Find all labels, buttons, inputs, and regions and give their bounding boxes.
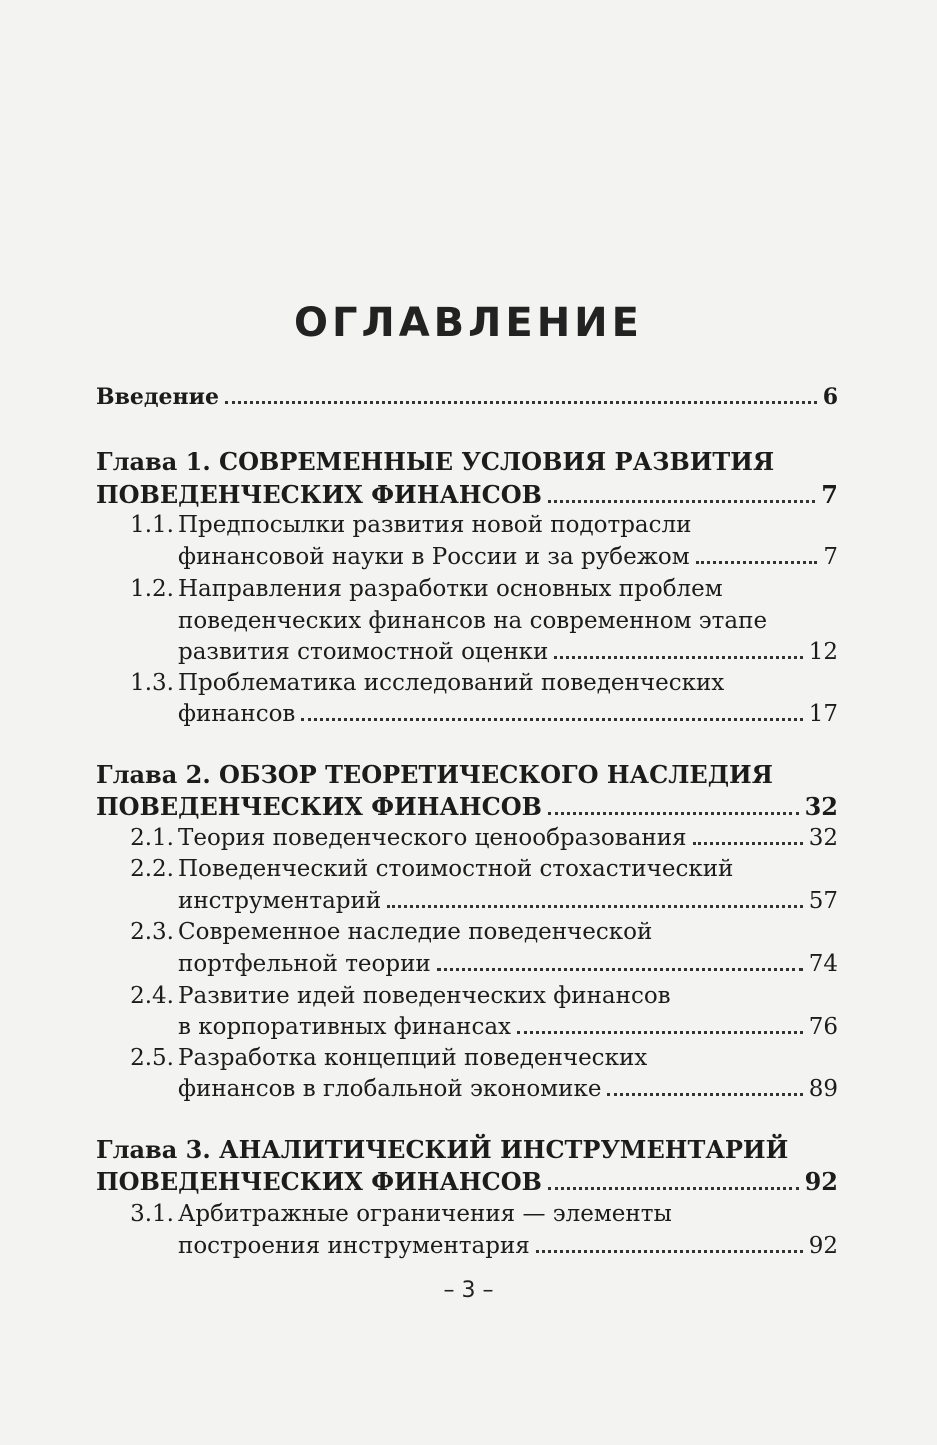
toc-page-number: 7 [823,544,838,570]
section-number: 2.1. [130,825,174,851]
toc-page-number: 57 [808,888,838,914]
toc-section-2-2-cont: инструментарий 57 [96,885,838,917]
section-number: 1.1. [130,512,174,538]
toc-section-2-4: 2.4. Развитие идей поведенческих финансов [96,980,838,1012]
leader-dots [693,841,803,845]
toc-section-1-1-cont: финансовой науки в России и за рубежом 7 [96,541,838,573]
toc-section-1-2-cont: развития стоимостной оценки 12 [96,636,838,668]
section-number: 3.1. [130,1201,174,1227]
toc-section-2-5-cont: финансов в глобальной экономике 89 [96,1073,838,1105]
section-number: 1.2. [130,576,174,602]
toc-section-1-1: 1.1. Предпосылки развития новой подотрасли [96,509,838,541]
section-number: 2.3. [130,919,174,945]
toc-page-number: 7 [821,480,838,509]
toc-section-2-4-cont: в корпоративных финансах 76 [96,1011,838,1043]
toc-chapter-2-title: Глава 2. ОБЗОР ТЕОРЕТИЧЕСКОГО НАСЛЕДИЯ [96,760,773,789]
section-number: 2.2. [130,856,174,882]
toc-page-number: 6 [822,384,838,410]
page-title: ОГЛАВЛЕНИЕ [294,300,643,346]
toc-page-number: 12 [808,639,838,665]
leader-dots [548,811,799,815]
section-number: 2.4. [130,983,174,1009]
toc-chapter-1-title-cont: ПОВЕДЕНЧЕСКИХ ФИНАНСОВ 7 [96,480,838,509]
leader-dots [607,1092,802,1096]
leader-dots [554,655,802,659]
toc-section-3-1-cont: построения инструментария 92 [96,1230,838,1262]
leader-dots [517,1030,803,1034]
toc-section-2-3-cont: портфельной теории 74 [96,948,838,980]
toc-section-2-2: 2.2. Поведенческий стоимостной стохастический [96,853,838,885]
leader-dots [548,499,815,503]
toc-page-number: 76 [808,1014,838,1040]
toc-section-2-1: 2.1. Теория поведенческого ценообразования 32 [96,822,838,854]
toc-section-2-5: 2.5. Разработка концепций поведенческих [96,1042,838,1074]
toc-page-number: 74 [808,951,838,977]
toc-section-1-2: 1.2. Направления разработки основных проблем [96,573,838,605]
page-number-footer: – 3 – [443,1278,494,1303]
toc-page-number: 32 [808,825,838,851]
toc-section-1-3: 1.3. Проблематика исследований поведенческих [96,667,838,699]
toc-chapter-2-title-cont: ПОВЕДЕНЧЕСКИХ ФИНАНСОВ 32 [96,792,838,821]
leader-dots [548,1186,799,1190]
leader-dots [301,717,802,721]
section-number: 2.5. [130,1045,174,1071]
leader-dots [387,904,803,908]
leader-dots [437,967,803,971]
toc-page-number: 92 [804,1167,838,1196]
toc-chapter-3-title-cont: ПОВЕДЕНЧЕСКИХ ФИНАНСОВ 92 [96,1167,838,1196]
toc-entry-label: Введение [96,384,219,410]
leader-dots [225,400,817,404]
toc-section-2-3: 2.3. Современное наследие поведенческой [96,916,838,948]
toc-page-number: 32 [804,792,838,821]
toc-section-1-2-line2: поведенческих финансов на современном этапе [178,608,768,634]
toc-section-1-3-cont: финансов 17 [96,698,838,730]
toc-section-3-1: 3.1. Арбитражные ограничения — элементы [96,1198,838,1230]
section-number: 1.3. [130,670,174,696]
toc-entry-intro [96,381,838,413]
toc-page-number: 89 [808,1076,838,1102]
toc-page-number: 17 [808,701,838,727]
leader-dots [696,560,818,564]
toc-page-number: 92 [808,1233,838,1259]
toc-chapter-3-title: Глава 3. АНАЛИТИЧЕСКИЙ ИНСТРУМЕНТАРИЙ [96,1135,789,1164]
leader-dots [536,1249,803,1253]
toc-chapter-1-title: Глава 1. СОВРЕМЕННЫЕ УСЛОВИЯ РАЗВИТИЯ [96,447,775,476]
